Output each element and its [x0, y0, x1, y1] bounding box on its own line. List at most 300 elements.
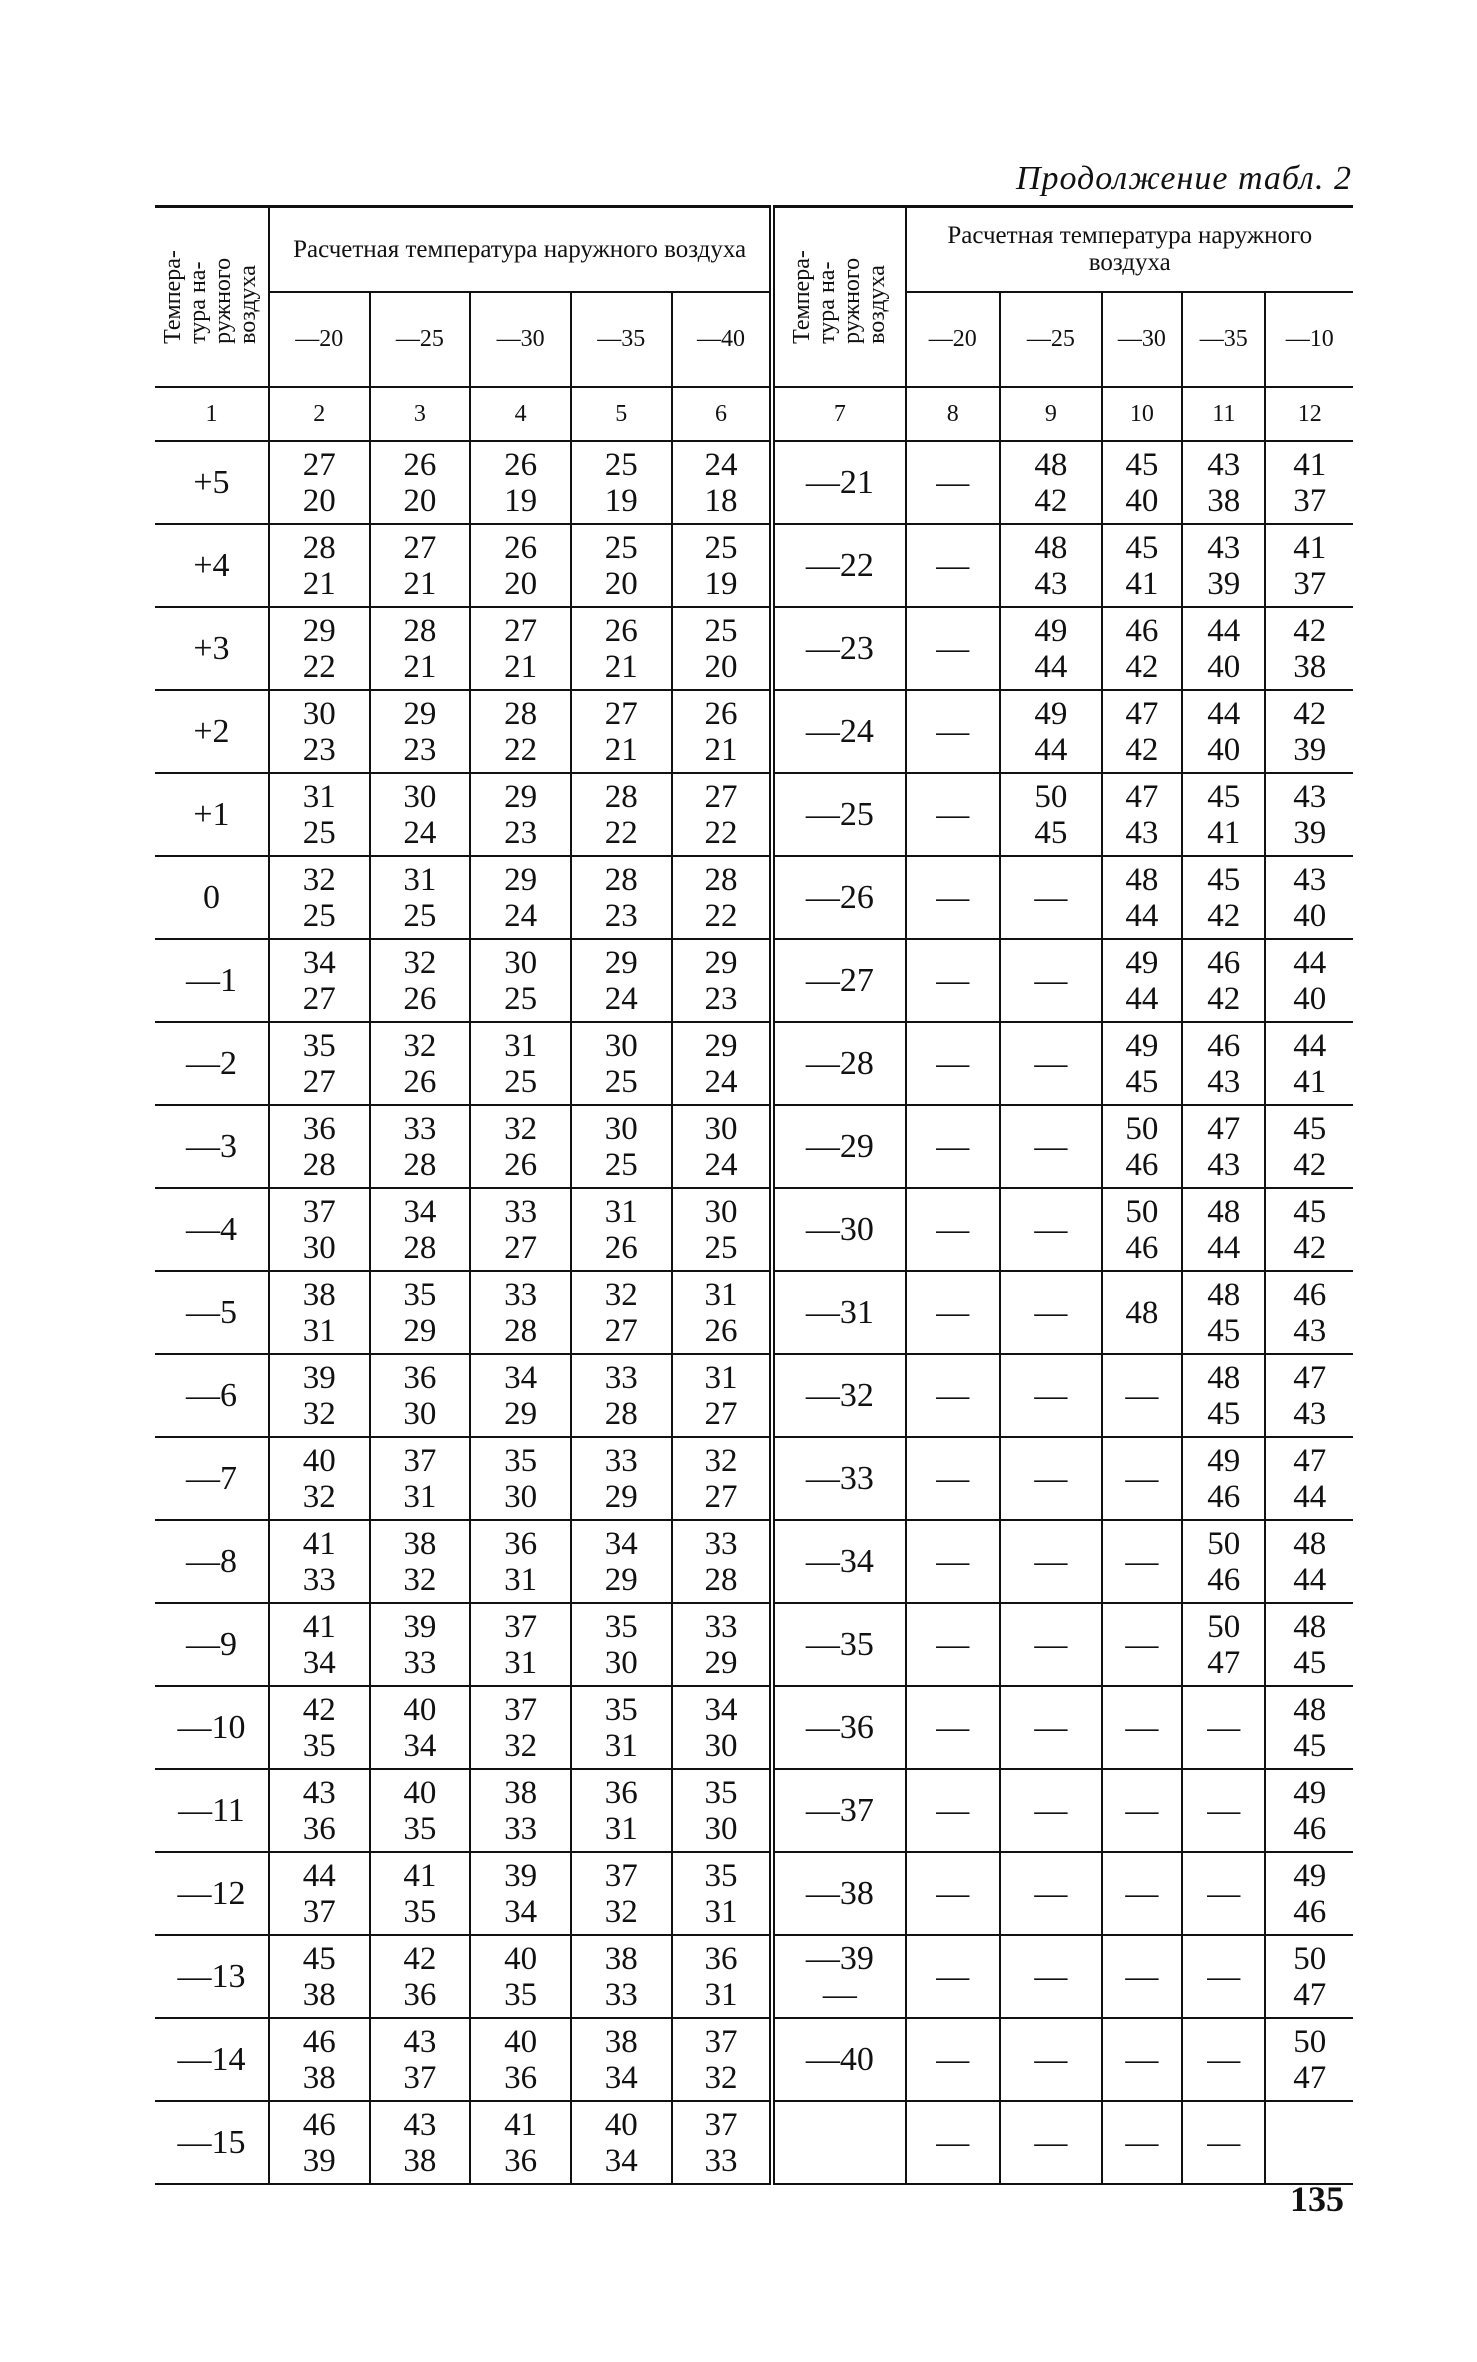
value-bottom: 40 [1207, 648, 1241, 685]
value-bottom: 21 [604, 731, 638, 768]
value-cell-left [672, 1520, 773, 1603]
value-cell-right [1182, 1520, 1265, 1603]
value-top: 42 [302, 1691, 336, 1728]
value-top: 44 [302, 1857, 336, 1894]
value-cell-right [1182, 524, 1265, 607]
row-temperature-left: +3 [155, 607, 269, 690]
value-top: 32 [704, 1442, 738, 1479]
value-bottom: 31 [704, 1976, 738, 2013]
value-cell-right [1102, 2101, 1182, 2184]
value-cell-left [672, 441, 773, 524]
value-cell-left [672, 2101, 773, 2184]
value-cell-left [672, 1354, 773, 1437]
value-top: — [1125, 1709, 1159, 1746]
value-cell-right [1182, 1105, 1265, 1188]
value-bottom: 28 [403, 1229, 437, 1266]
value-top: — [1207, 1792, 1241, 1829]
value-cell-left [571, 524, 672, 607]
value-bottom: 23 [704, 980, 738, 1017]
value-bottom: 46 [1293, 1810, 1327, 1847]
value-top: 48 [1293, 1608, 1327, 1645]
row-temperature-right: —39 — [772, 1935, 905, 2018]
value-cell-left [571, 1188, 672, 1271]
value-cell-left [370, 690, 471, 773]
value-top: — [1125, 1792, 1159, 1829]
value-top: — [1034, 1211, 1068, 1248]
value-top: — [936, 1709, 970, 1746]
value-cell-left [672, 773, 773, 856]
value-top: 30 [504, 944, 538, 981]
value-bottom: 31 [504, 1644, 538, 1681]
value-bottom: 30 [704, 1727, 738, 1764]
value-top: 48 [1207, 1193, 1241, 1230]
value-cell-left [470, 1354, 571, 1437]
value-top: 50 [1125, 1110, 1159, 1147]
value-top: 42 [1293, 695, 1327, 732]
value-cell-left [269, 1520, 370, 1603]
value-top: — [936, 2041, 970, 2078]
value-cell-right [1102, 1354, 1182, 1437]
value-bottom: 40 [1125, 482, 1159, 519]
value-cell-right [1102, 1022, 1182, 1105]
value-cell-right [1265, 1105, 1353, 1188]
value-cell-right [1182, 1686, 1265, 1769]
value-bottom: 23 [403, 731, 437, 768]
value-top: 35 [403, 1276, 437, 1313]
value-top: 45 [1125, 529, 1159, 566]
value-cell-right [906, 690, 1001, 773]
value-bottom: 30 [604, 1644, 638, 1681]
value-top: 44 [1207, 612, 1241, 649]
value-top: 36 [302, 1110, 336, 1147]
table-body [155, 441, 1353, 2184]
value-top: 33 [704, 1525, 738, 1562]
value-bottom: 25 [302, 897, 336, 934]
value-cell-left [269, 1354, 370, 1437]
value-cell-right [1000, 690, 1102, 773]
value-cell-right [1102, 1769, 1182, 1852]
value-bottom: 26 [704, 1312, 738, 1349]
value-top: 48 [1293, 1691, 1327, 1728]
value-top: 48 [1034, 529, 1068, 566]
value-cell-right [1102, 1437, 1182, 1520]
value-cell-right [1102, 441, 1182, 524]
value-bottom: 38 [302, 2059, 336, 2096]
value-cell-left [470, 607, 571, 690]
value-top: 37 [504, 1691, 538, 1728]
value-cell-left [269, 607, 370, 690]
value-bottom: 44 [1034, 648, 1068, 685]
value-cell-right [1265, 939, 1353, 1022]
value-bottom: 30 [302, 1229, 336, 1266]
value-cell-left [470, 2101, 571, 2184]
value-top: 36 [704, 1940, 738, 1977]
value-cell-right [906, 1852, 1001, 1935]
value-top: 29 [302, 612, 336, 649]
value-cell-left [571, 856, 672, 939]
table-row [155, 1852, 1353, 1935]
column-number: 11 [1182, 387, 1265, 441]
value-cell-right [1265, 773, 1353, 856]
value-cell-right [906, 1188, 1001, 1271]
value-top: 33 [604, 1442, 638, 1479]
value-top: — [1125, 1958, 1159, 1995]
value-top: 38 [302, 1276, 336, 1313]
value-cell-right [1102, 1603, 1182, 1686]
value-bottom: 27 [704, 1478, 738, 1515]
value-cell-left [470, 524, 571, 607]
row-temperature-left: —5 [155, 1271, 269, 1354]
value-cell-left [370, 607, 471, 690]
value-cell-right [1182, 773, 1265, 856]
value-bottom: 45 [1207, 1312, 1241, 1349]
value-bottom: 23 [302, 731, 336, 768]
value-top: 47 [1207, 1110, 1241, 1147]
value-top: 35 [604, 1691, 638, 1728]
value-top: 28 [403, 612, 437, 649]
value-top: 50 [1293, 2023, 1327, 2060]
value-cell-right [1102, 2018, 1182, 2101]
value-bottom: 27 [704, 1395, 738, 1432]
value-bottom: 44 [1207, 1229, 1241, 1266]
value-bottom: 45 [1034, 814, 1068, 851]
value-bottom: 29 [504, 1395, 538, 1432]
value-top: 28 [604, 861, 638, 898]
value-bottom: 46 [1125, 1146, 1159, 1183]
value-top: 47 [1125, 778, 1159, 815]
value-top: 27 [504, 612, 538, 649]
value-bottom: 35 [403, 1893, 437, 1930]
value-top: 46 [1207, 944, 1241, 981]
value-bottom: 27 [504, 1229, 538, 1266]
value-bottom: 40 [1207, 731, 1241, 768]
value-cell-left [370, 1188, 471, 1271]
value-cell-right [1000, 1769, 1102, 1852]
value-cell-left [470, 441, 571, 524]
value-bottom: 47 [1293, 1976, 1327, 2013]
value-cell-right [1102, 939, 1182, 1022]
value-cell-right [1182, 1769, 1265, 1852]
value-top: — [1034, 1543, 1068, 1580]
table-row [155, 607, 1353, 690]
value-cell-left [571, 1935, 672, 2018]
value-top: 33 [704, 1608, 738, 1645]
value-cell-right [1182, 856, 1265, 939]
row-temperature-left: —4 [155, 1188, 269, 1271]
value-bottom: 33 [704, 2142, 738, 2179]
value-bottom: 21 [604, 648, 638, 685]
subcol-right: —25 [1000, 292, 1102, 387]
column-number: 12 [1265, 387, 1353, 441]
value-cell-left [370, 2101, 471, 2184]
value-top: 43 [403, 2023, 437, 2060]
row-temperature-left: —3 [155, 1105, 269, 1188]
value-top: — [936, 1294, 970, 1331]
value-top: 31 [302, 778, 336, 815]
value-cell-left [370, 441, 471, 524]
value-bottom: 43 [1207, 1063, 1241, 1100]
value-top: 41 [302, 1608, 336, 1645]
table-row [155, 1354, 1353, 1437]
value-cell-right [906, 1022, 1001, 1105]
value-cell-right [1000, 1188, 1102, 1271]
value-cell-left [571, 1852, 672, 1935]
value-top: 36 [604, 1774, 638, 1811]
value-top: 41 [1293, 446, 1327, 483]
value-bottom: 39 [1293, 731, 1327, 768]
value-top: 40 [604, 2106, 638, 2143]
value-top: — [936, 1543, 970, 1580]
value-top: 40 [504, 2023, 538, 2060]
value-cell-right [1265, 2018, 1353, 2101]
table-row [155, 856, 1353, 939]
value-bottom: 36 [504, 2142, 538, 2179]
value-cell-right [1265, 1520, 1353, 1603]
value-top: 38 [403, 1525, 437, 1562]
value-bottom: 26 [604, 1229, 638, 1266]
column-number: 6 [672, 387, 773, 441]
value-top: — [1125, 2124, 1159, 2161]
value-bottom: 43 [1293, 1312, 1327, 1349]
value-cell-right [1182, 1022, 1265, 1105]
row-temperature-left: —10 [155, 1686, 269, 1769]
value-top: 27 [604, 695, 638, 732]
value-top: — [1034, 1294, 1068, 1331]
table-row [155, 1022, 1353, 1105]
value-top: 43 [1207, 529, 1241, 566]
value-cell-right [1182, 1603, 1265, 1686]
value-cell-left [370, 524, 471, 607]
value-cell-left [370, 1105, 471, 1188]
value-cell-right [1000, 1935, 1102, 2018]
table-row [155, 524, 1353, 607]
value-top: 40 [504, 1940, 538, 1977]
value-bottom: 35 [504, 1976, 538, 2013]
subcol-right: —10 [1265, 292, 1353, 387]
value-cell-right [1265, 690, 1353, 773]
row-temperature-right: —40 [772, 2018, 905, 2101]
value-bottom: 35 [403, 1810, 437, 1847]
subcol-left: —35 [571, 292, 672, 387]
value-top: — [1207, 1875, 1241, 1912]
row-temperature-left: —1 [155, 939, 269, 1022]
value-bottom: 25 [604, 1146, 638, 1183]
value-cell-left [571, 690, 672, 773]
value-top: 43 [1293, 778, 1327, 815]
value-bottom: 45 [1293, 1727, 1327, 1764]
value-top: 33 [504, 1276, 538, 1313]
row-header-right [772, 207, 905, 388]
value-bottom: 41 [1125, 565, 1159, 602]
row-temperature-right [772, 2101, 905, 2184]
value-bottom: 43 [1034, 565, 1068, 602]
value-top: 44 [1293, 1027, 1327, 1064]
value-bottom: 22 [704, 814, 738, 851]
value-bottom: 30 [403, 1395, 437, 1432]
value-cell-right [1000, 773, 1102, 856]
value-cell-right [1000, 441, 1102, 524]
value-cell-left [672, 939, 773, 1022]
value-top: 31 [403, 861, 437, 898]
value-top: — [1034, 1377, 1068, 1414]
value-bottom: 43 [1207, 1146, 1241, 1183]
value-top: — [936, 630, 970, 667]
value-bottom: 27 [604, 1312, 638, 1349]
value-bottom: 20 [403, 482, 437, 519]
value-cell-left [470, 1520, 571, 1603]
value-bottom: 43 [1293, 1395, 1327, 1432]
value-top: 46 [1125, 612, 1159, 649]
value-bottom: 42 [1293, 1146, 1327, 1183]
column-number: 2 [269, 387, 370, 441]
value-top: 34 [604, 1525, 638, 1562]
value-top: 32 [302, 861, 336, 898]
value-top: — [1034, 1460, 1068, 1497]
value-top: — [936, 1045, 970, 1082]
row-temperature-right: —21 [772, 441, 905, 524]
value-cell-right [1182, 2101, 1265, 2184]
value-bottom: 29 [604, 1561, 638, 1598]
value-bottom: 42 [1207, 980, 1241, 1017]
table-row [155, 2018, 1353, 2101]
value-bottom: 19 [504, 482, 538, 519]
value-cell-right [1000, 1686, 1102, 1769]
value-cell-right [1182, 1852, 1265, 1935]
value-top: 45 [302, 1940, 336, 1977]
value-cell-right [1000, 2018, 1102, 2101]
value-top: — [1034, 1958, 1068, 1995]
value-top: 48 [1125, 861, 1159, 898]
subcol-left: —25 [370, 292, 471, 387]
value-bottom: 20 [704, 648, 738, 685]
value-bottom: 32 [403, 1561, 437, 1598]
row-temperature-right: —34 [772, 1520, 905, 1603]
page-number: 135 [1290, 2179, 1344, 2219]
value-cell-right [1102, 524, 1182, 607]
value-bottom: 22 [604, 814, 638, 851]
row-temperature-right: —36 [772, 1686, 905, 1769]
value-bottom: 29 [604, 1478, 638, 1515]
value-top: 43 [302, 1774, 336, 1811]
value-top: 48 [1125, 1294, 1159, 1331]
value-cell-right [906, 1769, 1001, 1852]
row-temperature-left: +2 [155, 690, 269, 773]
value-top: 44 [1293, 944, 1327, 981]
column-number: 3 [370, 387, 471, 441]
value-cell-right [906, 524, 1001, 607]
value-cell-right [906, 1686, 1001, 1769]
value-bottom: 25 [504, 980, 538, 1017]
value-bottom: 41 [1207, 814, 1241, 851]
value-top: 30 [604, 1110, 638, 1147]
value-bottom: 20 [604, 565, 638, 602]
value-cell-right [1265, 1437, 1353, 1520]
value-cell-left [370, 1935, 471, 2018]
group-header-left: Расчетная температура наружного воздуха [269, 207, 772, 292]
table-row [155, 1686, 1353, 1769]
value-cell-right [1182, 1935, 1265, 2018]
value-cell-left [571, 1603, 672, 1686]
value-bottom: 39 [1207, 565, 1241, 602]
value-top: — [1034, 1792, 1068, 1829]
value-bottom: 44 [1293, 1478, 1327, 1515]
value-cell-left [370, 856, 471, 939]
column-number: 9 [1000, 387, 1102, 441]
value-top: 46 [1207, 1027, 1241, 1064]
value-cell-left [672, 1852, 773, 1935]
value-cell-right [1265, 1769, 1353, 1852]
table-row [155, 690, 1353, 773]
value-cell-left [571, 773, 672, 856]
value-cell-right [1182, 1271, 1265, 1354]
value-cell-left [571, 1520, 672, 1603]
value-top: — [1034, 2041, 1068, 2078]
value-cell-right [1000, 856, 1102, 939]
value-top: — [936, 2124, 970, 2161]
value-bottom: 39 [302, 2142, 336, 2179]
value-top: 26 [604, 612, 638, 649]
column-number: 5 [571, 387, 672, 441]
value-bottom: 33 [604, 1976, 638, 2013]
value-cell-left [370, 1271, 471, 1354]
value-bottom: 28 [604, 1395, 638, 1432]
value-top: — [1034, 1875, 1068, 1912]
value-cell-right [1265, 1022, 1353, 1105]
value-cell-right [906, 607, 1001, 690]
value-bottom: 45 [1293, 1644, 1327, 1681]
row-temperature-right: —32 [772, 1354, 905, 1437]
value-bottom: 18 [704, 482, 738, 519]
value-cell-left [470, 1105, 571, 1188]
value-top: — [1207, 2124, 1241, 2161]
value-cell-left [672, 1603, 773, 1686]
value-cell-left [672, 2018, 773, 2101]
value-cell-left [370, 939, 471, 1022]
value-cell-right [1265, 1686, 1353, 1769]
value-top: 41 [302, 1525, 336, 1562]
value-top: 48 [1207, 1276, 1241, 1313]
value-cell-right [1265, 1603, 1353, 1686]
value-top: 39 [403, 1608, 437, 1645]
value-top: 49 [1125, 944, 1159, 981]
value-bottom: 19 [704, 565, 738, 602]
value-bottom: 25 [403, 897, 437, 934]
value-top: 25 [704, 612, 738, 649]
value-bottom: 46 [1125, 1229, 1159, 1266]
value-cell-right [1102, 1686, 1182, 1769]
value-cell-left [470, 1769, 571, 1852]
value-top: 27 [704, 778, 738, 815]
value-cell-left [470, 1271, 571, 1354]
row-temperature-left: —11 [155, 1769, 269, 1852]
table-row [155, 1935, 1353, 2018]
value-cell-left [370, 1354, 471, 1437]
value-cell-right [1265, 441, 1353, 524]
value-top: — [1034, 2124, 1068, 2161]
value-cell-right [1102, 607, 1182, 690]
value-cell-right [1000, 524, 1102, 607]
value-top: 28 [504, 695, 538, 732]
value-bottom: 32 [604, 1893, 638, 1930]
value-cell-right [1102, 1105, 1182, 1188]
value-top: 47 [1125, 695, 1159, 732]
value-cell-left [370, 1686, 471, 1769]
row-temperature-right: —33 [772, 1437, 905, 1520]
value-bottom: 34 [604, 2059, 638, 2096]
value-bottom: 22 [704, 897, 738, 934]
value-bottom: 22 [302, 648, 336, 685]
value-top: 39 [302, 1359, 336, 1396]
